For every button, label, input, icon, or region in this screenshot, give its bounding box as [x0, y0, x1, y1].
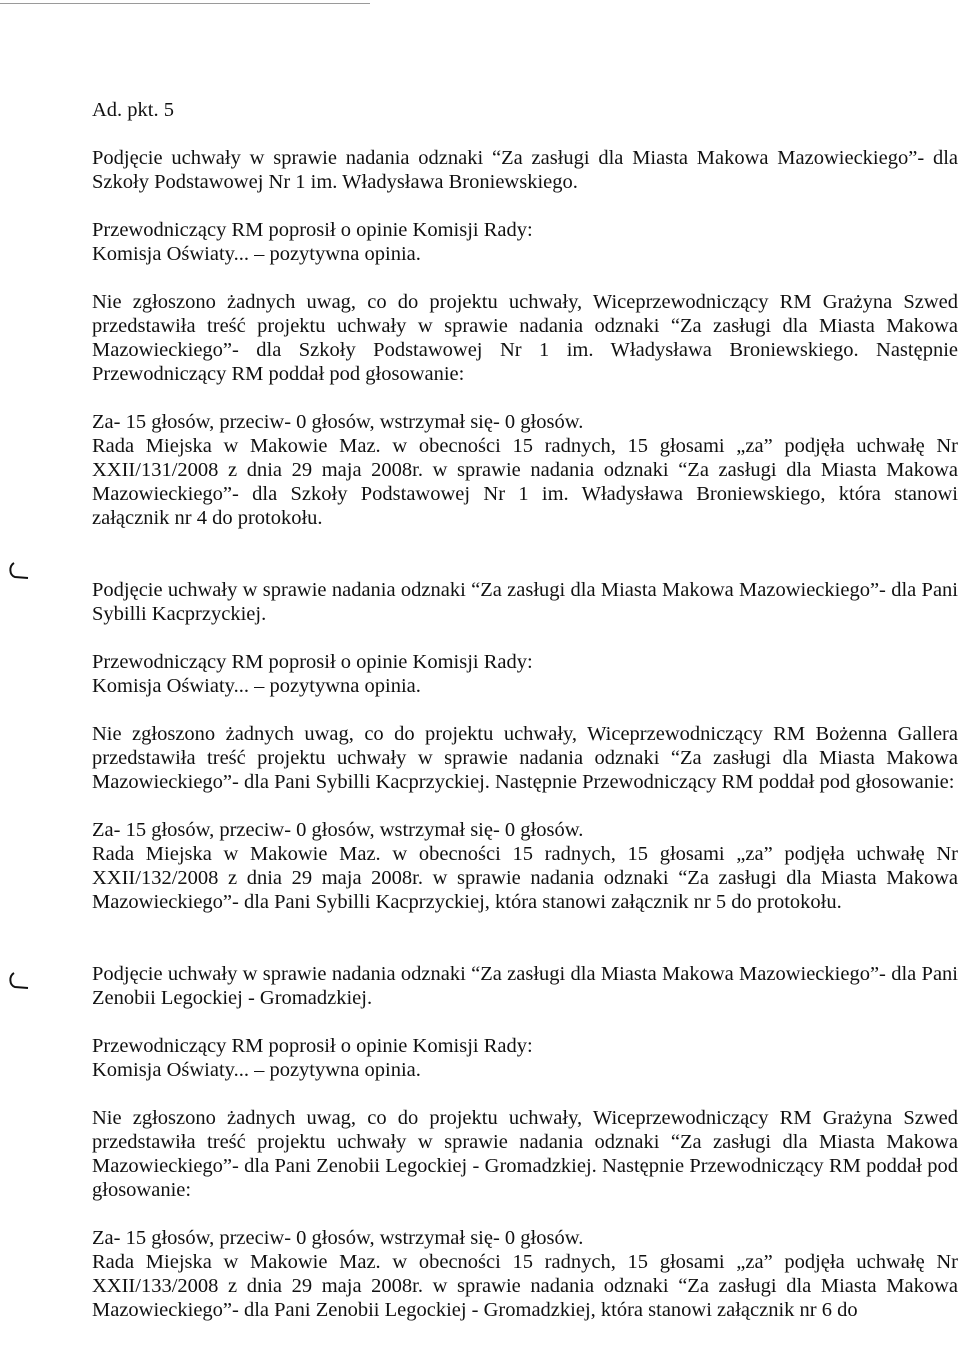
vote-result: Za- 15 głosów, przeciw- 0 głosów, wstrzymał się- 0 głosów. [92, 411, 584, 433]
resolution-subject: Podjęcie uchwały w sprawie nadania odznaki “Za zasługi dla Miasta Makowa Mazowieckiego”- dla Szkoły Podstawowej Nr 1 im. Władysława Broniewskiego. [92, 147, 958, 193]
section-heading: Ad. pkt. 5 [92, 99, 174, 121]
document-page [92, 98, 958, 1322]
resolution-adopted: Rada Miejska w Makowie Maz. w obecności 15 radnych, 15 głosami „za” podjęła uchwałę Nr XXII/132/2008 z dnia 29 maja 2008r. w sprawie nadania odznaki “Za zasługi dla Miasta Makowa Mazowieckiego”- dla Pani Sybilli Kacprzyckiej, która stanowi załącznik nr 5 do protokołu. [92, 843, 958, 913]
resolution-adopted: Rada Miejska w Makowie Maz. w obecności 15 radnych, 15 głosami „za” podjęła uchwałę Nr XXII/133/2008 z dnia 29 maja 2008r. w sprawie nadania odznaki “Za zasługi dla Miasta Makowa Mazowieckiego”- dla Pani Zenobii Legockiej - Gromadzkiej, która stanowi załącznik nr 6 do [92, 1251, 958, 1321]
resolution-section [92, 146, 958, 530]
vote-result: Za- 15 głosów, przeciw- 0 głosów, wstrzymał się- 0 głosów. [92, 1227, 584, 1249]
committee-opinion: Komisja Oświaty... – pozytywna opinia. [92, 1059, 421, 1081]
opinion-request: Przewodniczący RM poprosił o opinie Komisji Rady: [92, 651, 533, 673]
opinion-request: Przewodniczący RM poprosił o opinie Komisji Rady: [92, 1035, 533, 1057]
discussion-paragraph: Nie zgłoszono żadnych uwag, co do projektu uchwały, Wiceprzewodniczący RM Grażyna Szwed przedstawiła treść projektu uchwały w sprawie nadania odznaki “Za zasługi dla Miasta Makowa Mazowieckiego”- dla Pani Zenobii Legockiej - Gromadzkiej. Następnie Przewodniczący RM poddał pod głosowanie: [92, 1107, 958, 1201]
resolution-adopted: Rada Miejska w Makowie Maz. w obecności 15 radnych, 15 głosami „za” podjęła uchwałę Nr XXII/131/2008 z dnia 29 maja 2008r. w sprawie nadania odznaki “Za zasługi dla Miasta Makowa Mazowieckiego”- dla Szkoły Podstawowej Nr 1 im. Władysława Broniewskiego, która stanowi załącznik nr 4 do protokołu. [92, 435, 958, 529]
margin-check-mark [6, 560, 32, 582]
resolution-subject: Podjęcie uchwały w sprawie nadania odznaki “Za zasługi dla Miasta Makowa Mazowieckiego”- dla Pani Zenobii Legockiej - Gromadzkiej. [92, 963, 958, 1009]
discussion-paragraph: Nie zgłoszono żadnych uwag, co do projektu uchwały, Wiceprzewodniczący RM Grażyna Szwed przedstawiła treść projektu uchwały w sprawie nadania odznaki “Za zasługi dla Miasta Makowa Mazowieckiego”- dla Szkoły Podstawowej Nr 1 im. Władysława Broniewskiego. Następnie Przewodniczący RM poddał pod głosowanie: [92, 291, 958, 385]
discussion-paragraph: Nie zgłoszono żadnych uwag, co do projektu uchwały, Wiceprzewodniczący RM Bożenna Gallera przedstawiła treść projektu uchwały w sprawie nadania odznaki “Za zasługi dla Miasta Makowa Mazowieckiego”- dla Pani Sybilli Kacprzyckiej. Następnie Przewodniczący RM poddał pod głosowanie: [92, 723, 958, 793]
resolution-subject: Podjęcie uchwały w sprawie nadania odznaki “Za zasługi dla Miasta Makowa Mazowieckiego”- dla Pani Sybilli Kacprzyckiej. [92, 579, 958, 625]
opinion-request: Przewodniczący RM poprosił o opinie Komisji Rady: [92, 219, 533, 241]
margin-check-mark [6, 970, 32, 992]
top-rule [0, 3, 370, 4]
resolution-section [92, 962, 958, 1322]
committee-opinion: Komisja Oświaty... – pozytywna opinia. [92, 675, 421, 697]
committee-opinion: Komisja Oświaty... – pozytywna opinia. [92, 243, 421, 265]
resolution-section [92, 578, 958, 914]
vote-result: Za- 15 głosów, przeciw- 0 głosów, wstrzymał się- 0 głosów. [92, 819, 584, 841]
